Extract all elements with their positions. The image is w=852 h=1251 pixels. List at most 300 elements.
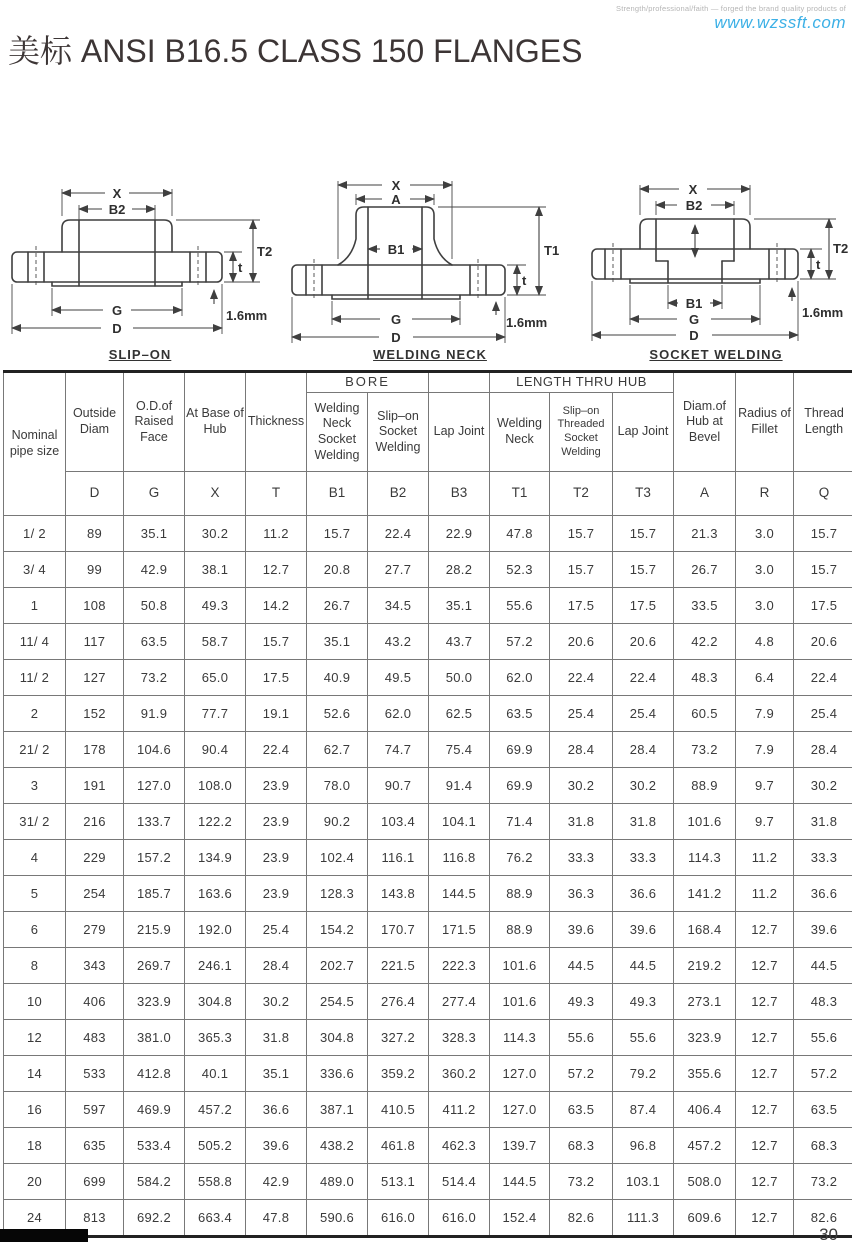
value-cell: 90.7 <box>368 768 429 804</box>
value-cell: 35.1 <box>429 588 490 624</box>
value-cell: 36.3 <box>550 876 613 912</box>
value-cell: 25.4 <box>794 696 852 732</box>
value-cell: 12.7 <box>736 1128 794 1164</box>
symbol-x: X <box>185 472 246 516</box>
value-cell: 202.7 <box>307 948 368 984</box>
value-cell: 103.4 <box>368 804 429 840</box>
value-cell: 91.4 <box>429 768 490 804</box>
value-cell: 3.0 <box>736 552 794 588</box>
col-header-lap-joint-bore: Lap Joint <box>429 393 490 472</box>
value-cell: 48.3 <box>674 660 736 696</box>
table-row <box>4 912 852 948</box>
nominal-size-cell: 24 <box>4 1200 66 1237</box>
value-cell: 343 <box>66 948 124 984</box>
value-cell: 101.6 <box>674 804 736 840</box>
value-cell: 28.4 <box>794 732 852 768</box>
nominal-size-cell: 12 <box>4 1020 66 1056</box>
value-cell: 30.2 <box>550 768 613 804</box>
flange-diagrams <box>0 168 852 362</box>
table-row <box>4 1128 852 1164</box>
welding-neck-diagram <box>280 169 580 345</box>
value-cell: 62.0 <box>368 696 429 732</box>
col-header-slip-on-threaded-socket-welding: Slip–on Threaded Socket Welding <box>550 393 613 472</box>
table-row <box>4 1020 852 1056</box>
nominal-size-cell: 3/ 4 <box>4 552 66 588</box>
nominal-size-cell: 11/ 4 <box>4 624 66 660</box>
value-cell: 90.4 <box>185 732 246 768</box>
col-header-thread-length: Thread Length <box>794 372 852 472</box>
value-cell: 44.5 <box>613 948 674 984</box>
value-cell: 22.9 <box>429 516 490 552</box>
value-cell: 40.1 <box>185 1056 246 1092</box>
value-cell: 91.9 <box>124 696 185 732</box>
table-row <box>4 696 852 732</box>
value-cell: 96.8 <box>613 1128 674 1164</box>
dim-label-g: G <box>390 312 402 327</box>
value-cell: 15.7 <box>246 624 307 660</box>
value-cell: 12.7 <box>736 1020 794 1056</box>
value-cell: 77.7 <box>185 696 246 732</box>
value-cell: 114.3 <box>490 1020 550 1056</box>
dim-label-d: D <box>689 328 699 343</box>
value-cell: 3.0 <box>736 516 794 552</box>
value-cell: 39.6 <box>246 1128 307 1164</box>
value-cell: 406 <box>66 984 124 1020</box>
value-cell: 21.3 <box>674 516 736 552</box>
value-cell: 438.2 <box>307 1128 368 1164</box>
value-cell: 246.1 <box>185 948 246 984</box>
value-cell: 134.9 <box>185 840 246 876</box>
dim-label-x: X <box>112 186 122 201</box>
value-cell: 108 <box>66 588 124 624</box>
value-cell: 35.1 <box>307 624 368 660</box>
value-cell: 42.9 <box>124 552 185 588</box>
value-cell: 33.3 <box>550 840 613 876</box>
value-cell: 152 <box>66 696 124 732</box>
dim-label-x: X <box>688 182 698 197</box>
value-cell: 63.5 <box>124 624 185 660</box>
symbol-t3: T3 <box>613 472 674 516</box>
nominal-size-cell: 8 <box>4 948 66 984</box>
value-cell: 15.7 <box>550 516 613 552</box>
symbol-g: G <box>124 472 185 516</box>
value-cell: 17.5 <box>550 588 613 624</box>
value-cell: 55.6 <box>490 588 550 624</box>
value-cell: 558.8 <box>185 1164 246 1200</box>
value-cell: 36.6 <box>794 876 852 912</box>
value-cell: 4.8 <box>736 624 794 660</box>
value-cell: 79.2 <box>613 1056 674 1092</box>
dim-label-t: t <box>522 273 527 288</box>
value-cell: 12.7 <box>736 948 794 984</box>
value-cell: 82.6 <box>794 1200 852 1237</box>
nominal-size-cell: 4 <box>4 840 66 876</box>
dimension-lines <box>292 178 559 345</box>
value-cell: 323.9 <box>674 1020 736 1056</box>
table-row <box>4 876 852 912</box>
symbol-b2: B2 <box>368 472 429 516</box>
nominal-size-cell: 16 <box>4 1092 66 1128</box>
value-cell: 52.6 <box>307 696 368 732</box>
value-cell: 88.9 <box>490 876 550 912</box>
table-row <box>4 588 852 624</box>
value-cell: 273.1 <box>674 984 736 1020</box>
nominal-size-cell: 20 <box>4 1164 66 1200</box>
value-cell: 813 <box>66 1200 124 1237</box>
value-cell: 116.8 <box>429 840 490 876</box>
symbol-b1: B1 <box>307 472 368 516</box>
nominal-size-cell: 3 <box>4 768 66 804</box>
value-cell: 122.2 <box>185 804 246 840</box>
dimension-lines <box>592 182 848 343</box>
value-cell: 483 <box>66 1020 124 1056</box>
value-cell: 514.4 <box>429 1164 490 1200</box>
value-cell: 33.5 <box>674 588 736 624</box>
col-header-od-raised-face: O.D.of Raised Face <box>124 372 185 472</box>
flange-outline <box>592 219 798 285</box>
value-cell: 304.8 <box>307 1020 368 1056</box>
dim-label-d: D <box>112 321 122 336</box>
value-cell: 30.2 <box>246 984 307 1020</box>
value-cell: 35.1 <box>246 1056 307 1092</box>
value-cell: 89 <box>66 516 124 552</box>
value-cell: 216 <box>66 804 124 840</box>
value-cell: 73.2 <box>794 1164 852 1200</box>
value-cell: 609.6 <box>674 1200 736 1237</box>
value-cell: 75.4 <box>429 732 490 768</box>
value-cell: 101.6 <box>490 948 550 984</box>
slip-on-figure <box>0 168 280 362</box>
value-cell: 55.6 <box>794 1020 852 1056</box>
value-cell: 19.1 <box>246 696 307 732</box>
value-cell: 254.5 <box>307 984 368 1020</box>
value-cell: 65.0 <box>185 660 246 696</box>
value-cell: 222.3 <box>429 948 490 984</box>
value-cell: 584.2 <box>124 1164 185 1200</box>
dim-label-raised-face: 1.6mm <box>506 315 548 330</box>
value-cell: 38.1 <box>185 552 246 588</box>
value-cell: 114.3 <box>674 840 736 876</box>
value-cell: 221.5 <box>368 948 429 984</box>
table-row <box>4 660 852 696</box>
dim-label-x: X <box>391 178 401 193</box>
value-cell: 68.3 <box>550 1128 613 1164</box>
website-url: www.wzssft.com <box>714 13 846 32</box>
value-cell: 699 <box>66 1164 124 1200</box>
value-cell: 128.3 <box>307 876 368 912</box>
value-cell: 144.5 <box>490 1164 550 1200</box>
value-cell: 457.2 <box>674 1128 736 1164</box>
value-cell: 276.4 <box>368 984 429 1020</box>
symbol-t1: T1 <box>490 472 550 516</box>
col-header-lap-joint-length: Lap Joint <box>613 393 674 472</box>
value-cell: 365.3 <box>185 1020 246 1056</box>
dim-label-t: t <box>816 257 821 272</box>
value-cell: 39.6 <box>550 912 613 948</box>
value-cell: 87.4 <box>613 1092 674 1128</box>
value-cell: 9.7 <box>736 768 794 804</box>
col-header-welding-neck-socket-welding: Welding Neck Socket Welding <box>307 393 368 472</box>
value-cell: 34.5 <box>368 588 429 624</box>
value-cell: 323.9 <box>124 984 185 1020</box>
value-cell: 104.1 <box>429 804 490 840</box>
value-cell: 57.2 <box>550 1056 613 1092</box>
value-cell: 17.5 <box>613 588 674 624</box>
value-cell: 269.7 <box>124 948 185 984</box>
symbol-q: Q <box>794 472 852 516</box>
value-cell: 30.2 <box>613 768 674 804</box>
value-cell: 336.6 <box>307 1056 368 1092</box>
nominal-size-cell: 2 <box>4 696 66 732</box>
value-cell: 23.9 <box>246 804 307 840</box>
value-cell: 117 <box>66 624 124 660</box>
value-cell: 31.8 <box>246 1020 307 1056</box>
value-cell: 304.8 <box>185 984 246 1020</box>
value-cell: 192.0 <box>185 912 246 948</box>
value-cell: 23.9 <box>246 768 307 804</box>
value-cell: 533 <box>66 1056 124 1092</box>
value-cell: 127.0 <box>490 1092 550 1128</box>
value-cell: 73.2 <box>124 660 185 696</box>
value-cell: 12.7 <box>736 1200 794 1237</box>
group-header-bore: BORE <box>307 372 429 393</box>
value-cell: 15.7 <box>794 552 852 588</box>
table-row <box>4 984 852 1020</box>
symbol-r: R <box>736 472 794 516</box>
page-number: 30 <box>819 1225 838 1244</box>
value-cell: 15.7 <box>613 552 674 588</box>
value-cell: 127.0 <box>124 768 185 804</box>
value-cell: 191 <box>66 768 124 804</box>
value-cell: 168.4 <box>674 912 736 948</box>
value-cell: 88.9 <box>490 912 550 948</box>
value-cell: 49.3 <box>550 984 613 1020</box>
dim-label-raised-face: 1.6mm <box>226 308 268 323</box>
flange-outline <box>12 220 222 288</box>
nominal-size-cell: 31/ 2 <box>4 804 66 840</box>
value-cell: 15.7 <box>794 516 852 552</box>
nominal-size-cell: 1 <box>4 588 66 624</box>
col-header-at-base-of-hub: At Base of Hub <box>185 372 246 472</box>
value-cell: 47.8 <box>490 516 550 552</box>
dim-label-t2: T2 <box>257 244 273 259</box>
value-cell: 40.9 <box>307 660 368 696</box>
value-cell: 597 <box>66 1092 124 1128</box>
table-row <box>4 948 852 984</box>
value-cell: 171.5 <box>429 912 490 948</box>
value-cell: 616.0 <box>429 1200 490 1237</box>
value-cell: 42.2 <box>674 624 736 660</box>
value-cell: 22.4 <box>794 660 852 696</box>
value-cell: 141.2 <box>674 876 736 912</box>
value-cell: 33.3 <box>794 840 852 876</box>
value-cell: 50.0 <box>429 660 490 696</box>
value-cell: 39.6 <box>794 912 852 948</box>
value-cell: 36.6 <box>613 876 674 912</box>
value-cell: 163.6 <box>185 876 246 912</box>
value-cell: 254 <box>66 876 124 912</box>
value-cell: 62.0 <box>490 660 550 696</box>
value-cell: 616.0 <box>368 1200 429 1237</box>
value-cell: 71.4 <box>490 804 550 840</box>
value-cell: 152.4 <box>490 1200 550 1237</box>
value-cell: 411.2 <box>429 1092 490 1128</box>
value-cell: 277.4 <box>429 984 490 1020</box>
col-header-radius-of-fillet: Radius of Fillet <box>736 372 794 472</box>
value-cell: 215.9 <box>124 912 185 948</box>
value-cell: 12.7 <box>736 1092 794 1128</box>
value-cell: 663.4 <box>185 1200 246 1237</box>
value-cell: 22.4 <box>613 660 674 696</box>
nominal-size-cell: 21/ 2 <box>4 732 66 768</box>
value-cell: 20.6 <box>613 624 674 660</box>
value-cell: 12.7 <box>736 1164 794 1200</box>
table-row <box>4 804 852 840</box>
socket-welding-diagram <box>580 171 852 343</box>
nominal-size-cell: 5 <box>4 876 66 912</box>
value-cell: 49.3 <box>185 588 246 624</box>
page-title: 美标 ANSI B16.5 CLASS 150 FLANGES <box>8 33 583 69</box>
nominal-size-cell: 18 <box>4 1128 66 1164</box>
value-cell: 30.2 <box>185 516 246 552</box>
dim-label-b2: B2 <box>685 198 703 213</box>
value-cell: 76.2 <box>490 840 550 876</box>
value-cell: 57.2 <box>794 1056 852 1092</box>
col-header-welding-neck-length: Welding Neck <box>490 393 550 472</box>
symbol-b3: B3 <box>429 472 490 516</box>
value-cell: 25.4 <box>246 912 307 948</box>
socket-welding-figure <box>580 168 852 362</box>
value-cell: 14.2 <box>246 588 307 624</box>
value-cell: 99 <box>66 552 124 588</box>
value-cell: 505.2 <box>185 1128 246 1164</box>
table-row <box>4 1164 852 1200</box>
dim-label-t2: T2 <box>833 241 849 256</box>
value-cell: 23.9 <box>246 840 307 876</box>
value-cell: 36.6 <box>246 1092 307 1128</box>
value-cell: 328.3 <box>429 1020 490 1056</box>
value-cell: 58.7 <box>185 624 246 660</box>
slip-on-drawing-box <box>0 168 280 346</box>
value-cell: 11.2 <box>736 876 794 912</box>
value-cell: 133.7 <box>124 804 185 840</box>
value-cell: 11.2 <box>736 840 794 876</box>
dim-label-t1: T1 <box>544 243 560 258</box>
flange-table-body <box>4 516 852 1237</box>
value-cell: 11.2 <box>246 516 307 552</box>
value-cell: 489.0 <box>307 1164 368 1200</box>
value-cell: 9.7 <box>736 804 794 840</box>
value-cell: 20.6 <box>794 624 852 660</box>
value-cell: 31.8 <box>550 804 613 840</box>
value-cell: 692.2 <box>124 1200 185 1237</box>
value-cell: 279 <box>66 912 124 948</box>
empty-header-cell <box>429 372 490 393</box>
value-cell: 49.5 <box>368 660 429 696</box>
value-cell: 170.7 <box>368 912 429 948</box>
brand-tagline: Strength/professional/faith — forged the brand quality products of <box>616 4 846 13</box>
value-cell: 22.4 <box>550 660 613 696</box>
value-cell: 20.8 <box>307 552 368 588</box>
value-cell: 533.4 <box>124 1128 185 1164</box>
value-cell: 462.3 <box>429 1128 490 1164</box>
value-cell: 68.3 <box>794 1128 852 1164</box>
value-cell: 12.7 <box>736 984 794 1020</box>
value-cell: 185.7 <box>124 876 185 912</box>
dimension-lines <box>12 186 272 336</box>
value-cell: 55.6 <box>550 1020 613 1056</box>
value-cell: 44.5 <box>794 948 852 984</box>
symbol-a: A <box>674 472 736 516</box>
value-cell: 63.5 <box>490 696 550 732</box>
table-row <box>4 624 852 660</box>
value-cell: 50.8 <box>124 588 185 624</box>
value-cell: 457.2 <box>185 1092 246 1128</box>
table-row <box>4 768 852 804</box>
value-cell: 20.6 <box>550 624 613 660</box>
value-cell: 28.2 <box>429 552 490 588</box>
value-cell: 90.2 <box>307 804 368 840</box>
value-cell: 47.8 <box>246 1200 307 1237</box>
value-cell: 73.2 <box>550 1164 613 1200</box>
table-row <box>4 732 852 768</box>
value-cell: 144.5 <box>429 876 490 912</box>
welding-neck-drawing-box <box>280 168 580 346</box>
col-header-slip-on-socket-welding: Slip–on Socket Welding <box>368 393 429 472</box>
value-cell: 12.7 <box>736 1056 794 1092</box>
nominal-size-cell: 10 <box>4 984 66 1020</box>
welding-neck-caption: WELDING NECK <box>373 347 487 362</box>
value-cell: 360.2 <box>429 1056 490 1092</box>
value-cell: 157.2 <box>124 840 185 876</box>
value-cell: 25.4 <box>613 696 674 732</box>
value-cell: 57.2 <box>490 624 550 660</box>
col-header-outside-diam: Outside Diam <box>66 372 124 472</box>
value-cell: 17.5 <box>794 588 852 624</box>
value-cell: 22.4 <box>368 516 429 552</box>
socket-welding-caption: SOCKET WELDING <box>649 347 783 362</box>
value-cell: 49.3 <box>613 984 674 1020</box>
value-cell: 410.5 <box>368 1092 429 1128</box>
dim-label-d: D <box>391 330 401 345</box>
dim-label-g: G <box>688 312 700 327</box>
value-cell: 15.7 <box>307 516 368 552</box>
value-cell: 101.6 <box>490 984 550 1020</box>
value-cell: 15.7 <box>613 516 674 552</box>
value-cell: 28.4 <box>613 732 674 768</box>
value-cell: 25.4 <box>550 696 613 732</box>
group-header-length-thru-hub: LENGTH THRU HUB <box>490 372 674 393</box>
value-cell: 15.7 <box>550 552 613 588</box>
value-cell: 469.9 <box>124 1092 185 1128</box>
value-cell: 102.4 <box>307 840 368 876</box>
value-cell: 26.7 <box>307 588 368 624</box>
value-cell: 108.0 <box>185 768 246 804</box>
nominal-size-cell: 14 <box>4 1056 66 1092</box>
value-cell: 127.0 <box>490 1056 550 1092</box>
value-cell: 43.2 <box>368 624 429 660</box>
value-cell: 327.2 <box>368 1020 429 1056</box>
value-cell: 62.7 <box>307 732 368 768</box>
symbol-t2: T2 <box>550 472 613 516</box>
value-cell: 590.6 <box>307 1200 368 1237</box>
value-cell: 62.5 <box>429 696 490 732</box>
table-row <box>4 840 852 876</box>
value-cell: 26.7 <box>674 552 736 588</box>
value-cell: 3.0 <box>736 588 794 624</box>
dim-label-g: G <box>111 303 123 318</box>
value-cell: 35.1 <box>124 516 185 552</box>
